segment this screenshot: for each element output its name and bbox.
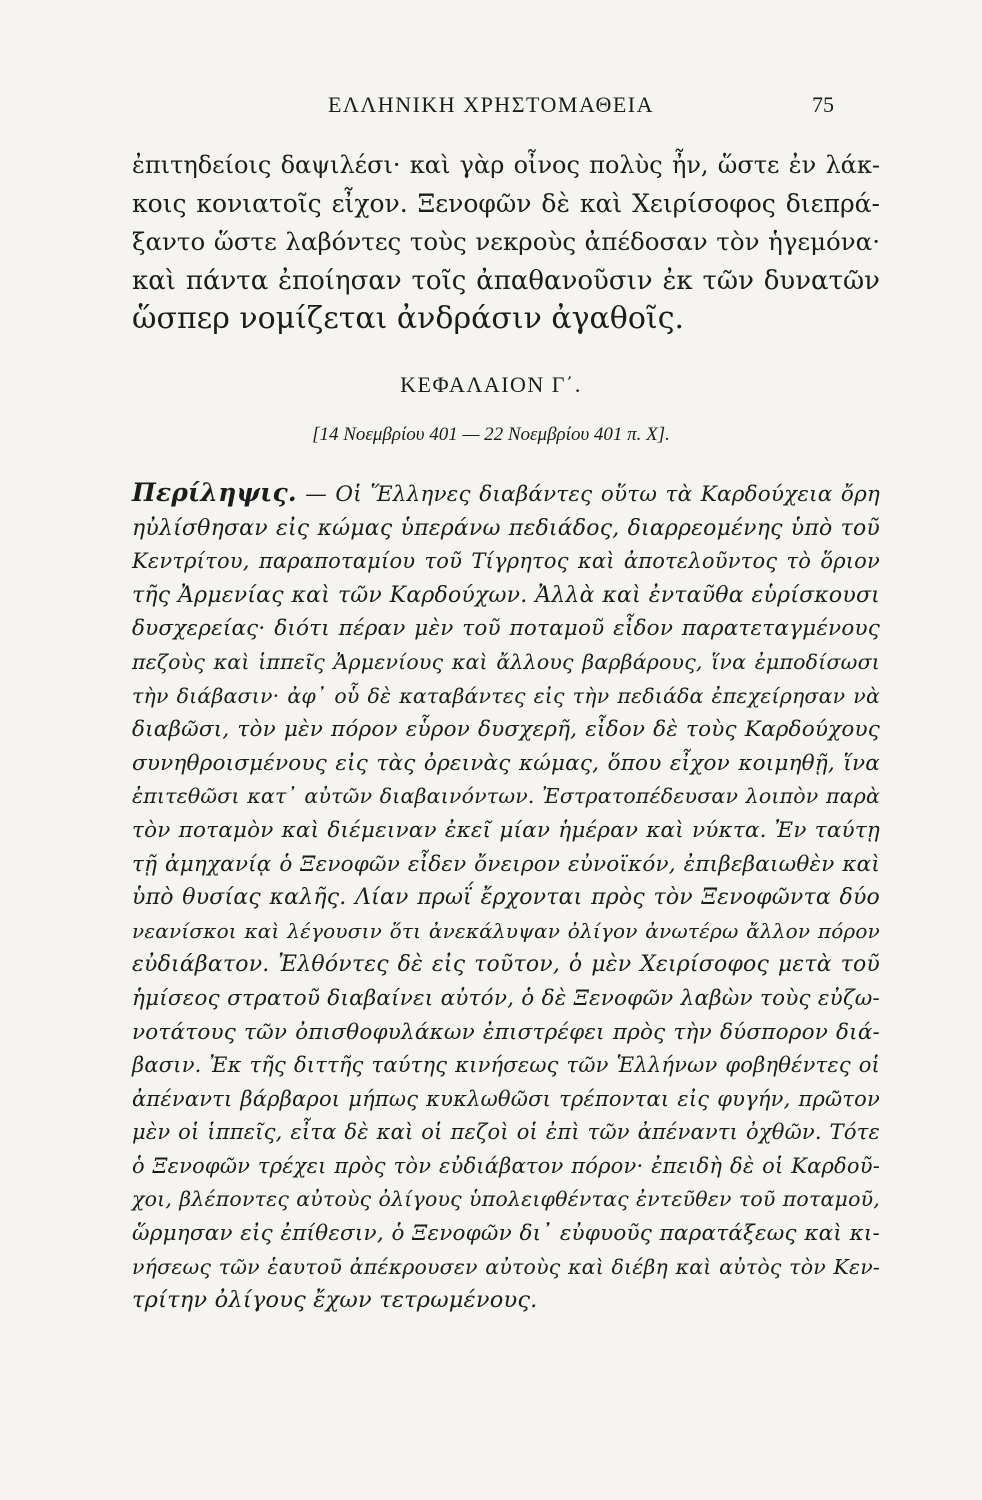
summary-line: Κεντρίτου, παραποταμίου τοῦ Τίγρητος καὶ ἀποτελοῦντος τὸ ὅριον (132, 549, 880, 574)
text-line: ὥσπερ νομίζεται ἀνδράσιν ἀγαθοῖς. (132, 301, 685, 336)
text-line: καὶ πάντα ἐποίησαν τοῖς ἀπαθανοῦσιν ἐκ τῶν δυνατῶν (132, 265, 880, 296)
summary-line: τρίτην ὀλίγους ἔχων τετρωμένους. (132, 1287, 538, 1314)
main-text-paragraph (132, 146, 880, 339)
summary-line: συνηθροισμένους εἰς τὰς ὀρεινὰς κώμας, ὅπου εἶχον κοιμηθῇ, ἵνα (132, 750, 880, 776)
running-title: ΕΛΛΗΝΙΚΗ ΧΡΗΣΤΟΜΑΘΕΙΑ (327, 92, 655, 117)
summary-lead-word: Περίληψις. (132, 478, 297, 507)
summary-line: νήσεως τῶν ἑαυτοῦ ἀπέκρουσεν αὐτοὺς καὶ διέβη καὶ αὐτὸς τὸν Κεν- (132, 1254, 880, 1279)
summary-line: χοι, βλέποντες αὐτοὺς ὀλίγους ὑπολειφθέντας ἐντεῦθεν τοῦ ποταμοῦ, (132, 1187, 880, 1212)
summary-first-line-text: — Οἱ Ἕλληνες διαβάντες οὕτω τὰ Καρδούχεια ὄρη (296, 482, 880, 507)
summary-line: τὴν διάβασιν· ἀφ᾽ οὗ δὲ καταβάντες εἰς τὴν πεδιάδα ἐπεχείρησαν νὰ (132, 683, 880, 708)
summary-line: ἡμίσεος στρατοῦ διαβαίνει αὐτόν, ὁ δὲ Ξενοφῶν λαβὼν τοὺς εὐζω- (132, 985, 880, 1011)
summary-line: τῆς Ἀρμενίας καὶ τῶν Καρδούχων. Ἀλλὰ καὶ ἐνταῦθα εὑρίσκουσι (132, 582, 880, 608)
summary-line: ὥρμησαν εἰς ἐπίθεσιν, ὁ Ξενοφῶν δι᾽ εὐφυοῦς παρατάξεως καὶ κι- (132, 1221, 880, 1247)
summary-line: ὁ Ξενοφῶν τρέχει πρὸς τὸν εὐδιάβατον πόρον· ἐπειδὴ δὲ οἱ Καρδοῦ- (132, 1153, 880, 1178)
summary-line: ἀπέναντι βάρβαροι μήπως κυκλωθῶσι τρέπονται εἰς φυγήν, πρῶτον (132, 1086, 880, 1111)
summary-line: ηὐλίσθησαν εἰς κώμας ὑπεράνω πεδιάδος, διαρρεομένης ὑπὸ τοῦ (132, 515, 880, 541)
summary-line: ἐπιτεθῶσι κατ᾽ αὐτῶν διαβαινόντων. Ἐστρατοπέδευσαν λοιπὸν παρὰ (132, 784, 880, 809)
summary-line: νοτάτους τῶν ὀπισθοφυλάκων ἐπιστρέφει πρὸς τὴν δύσπορον διά- (132, 1019, 880, 1045)
summary-first-line (132, 476, 880, 512)
summary-line: βασιν. Ἐκ τῆς διττῆς ταύτης κινήσεως τῶν Ἑλλήνων φοβηθέντες οἱ (132, 1053, 880, 1078)
summary-line: νεανίσκοι καὶ λέγουσιν ὅτι ἀνεκάλυψαν ὀλίγον ἀνωτέρω ἄλλον πόρον (132, 918, 880, 943)
chapter-date-range: [14 Νοεμβρίου 401 — 22 Νοεμβρίου 401 π. Χ]. (312, 424, 670, 445)
chapter-heading: ΚΕΦΑΛΑΙΟΝ Γ΄. (400, 372, 582, 397)
summary-line: ὑπὸ θυσίας καλῆς. Λίαν πρωΐ ἔρχονται πρὸς τὸν Ξενοφῶντα δύο (132, 885, 880, 911)
summary-line: πεζοὺς καὶ ἱππεῖς Ἀρμενίους καὶ ἄλλους βαρβάρους, ἵνα ἐμποδίσωσι (132, 649, 880, 674)
text-line: ἐπιτηδείοις δαψιλέσι· καὶ γὰρ οἶνος πολὺς ἦν, ὥστε ἐν λάκ- (132, 151, 880, 179)
text-line: κοις κονιατοῖς εἶχον. Ξενοφῶν δὲ καὶ Χειρίσοφος διεπρά- (132, 188, 880, 218)
summary-paragraph (132, 476, 880, 1318)
page-number: 75 (812, 92, 834, 117)
summary-line: μὲν οἱ ἱππεῖς, εἶτα δὲ καὶ οἱ πεζοὶ οἱ ἐπὶ τῶν ἀπέναντι ὀχθῶν. Τότε (132, 1120, 880, 1145)
summary-line: τῇ ἀμηχανίᾳ ὁ Ξενοφῶν εἶδεν ὄνειρον εὐνοϊκόν, ἐπιβεβαιωθὲν καὶ (132, 851, 880, 877)
summary-line: διαβῶσι, τὸν μὲν πόρον εὗρον δυσχερῆ, εἶδον δὲ τοὺς Καρδούχους (132, 717, 880, 743)
running-head (0, 92, 982, 126)
text-line: ξαντο ὥστε λαβόντες τοὺς νεκροὺς ἀπέδοσαν τὸν ἡγεμόνα· (132, 227, 880, 256)
summary-line: τὸν ποταμὸν καὶ διέμειναν ἐκεῖ μίαν ἡμέραν καὶ νύκτα. Ἐν ταύτῃ (132, 817, 880, 843)
summary-line: εὐδιάβατον. Ἐλθόντες δὲ εἰς τοῦτον, ὁ μὲν Χειρίσοφος μετὰ τοῦ (132, 952, 880, 978)
summary-line: δυσχερείας· διότι πέραν μὲν τοῦ ποταμοῦ εἶδον παρατεταγμένους (132, 616, 880, 642)
